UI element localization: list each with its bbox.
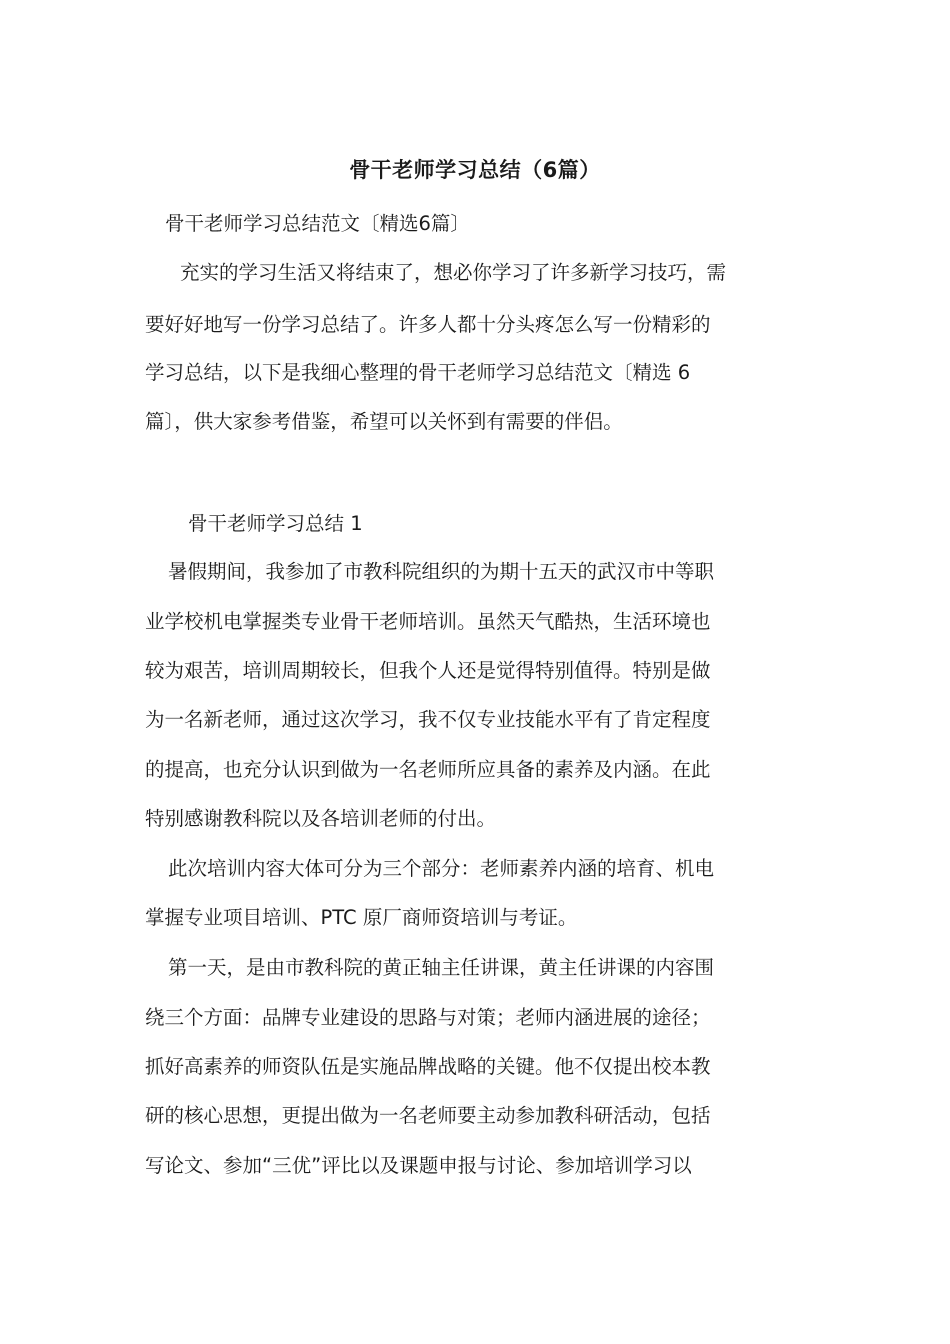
paragraph-line: 的提高，也充分认识到做为一名老师所应具备的素养及内涵。在此 [145,758,711,781]
paragraph-line: 绕三个方面：品牌专业建设的思路与对策；老师内涵进展的途径； [145,1006,711,1029]
paragraph-line: 第一天，是由市教科院的黄正轴主任讲课，黄主任讲课的内容围 [168,956,715,979]
paragraph-line: 业学校机电掌握类专业骨干老师培训。虽然天气酷热，生活环境也 [145,610,711,633]
paragraph-line: 掌握专业项目培训、PTC 原厂商师资培训与考证。 [145,906,578,929]
paragraph-line: 研的核心思想，更提出做为一名老师要主动参加教科研活动，包括 [145,1104,711,1127]
paragraph-line: 写论文、参加“三优”评比以及课题申报与讨论、参加培训学习以 [145,1154,692,1177]
section-heading: 骨干老师学习总结 1 [188,512,363,535]
intro-line: 学习总结，以下是我细心整理的骨干老师学习总结范文〔精选 6 [145,361,691,384]
paragraph-line: 特别感谢教科院以及各培训老师的付出。 [145,807,497,830]
document-title: 骨干老师学习总结（6篇） [349,158,601,182]
paragraph-line: 较为艰苦，培训周期较长，但我个人还是觉得特别值得。特别是做 [145,659,711,682]
intro-line: 要好好地写一份学习总结了。许多人都十分头疼怎么写一份精彩的 [145,313,711,336]
intro-line: 篇〕，供大家参考借鉴，希望可以关怀到有需要的伴侣。 [145,410,623,433]
paragraph-line: 此次培训内容大体可分为三个部分：老师素养内涵的培育、机电 [168,857,715,880]
paragraph-line: 暑假期间，我参加了市教科院组织的为期十五天的武汉市中等职 [168,560,715,583]
intro-line: 充实的学习生活又将结束了，想必你学习了许多新学习技巧，需 [180,261,727,284]
paragraph-line: 为一名新老师，通过这次学习，我不仅专业技能水平有了肯定程度 [145,708,711,731]
document-subtitle: 骨干老师学习总结范文〔精选6篇〕 [165,212,470,235]
paragraph-line: 抓好高素养的师资队伍是实施品牌战略的关键。他不仅提出校本教 [145,1055,711,1078]
